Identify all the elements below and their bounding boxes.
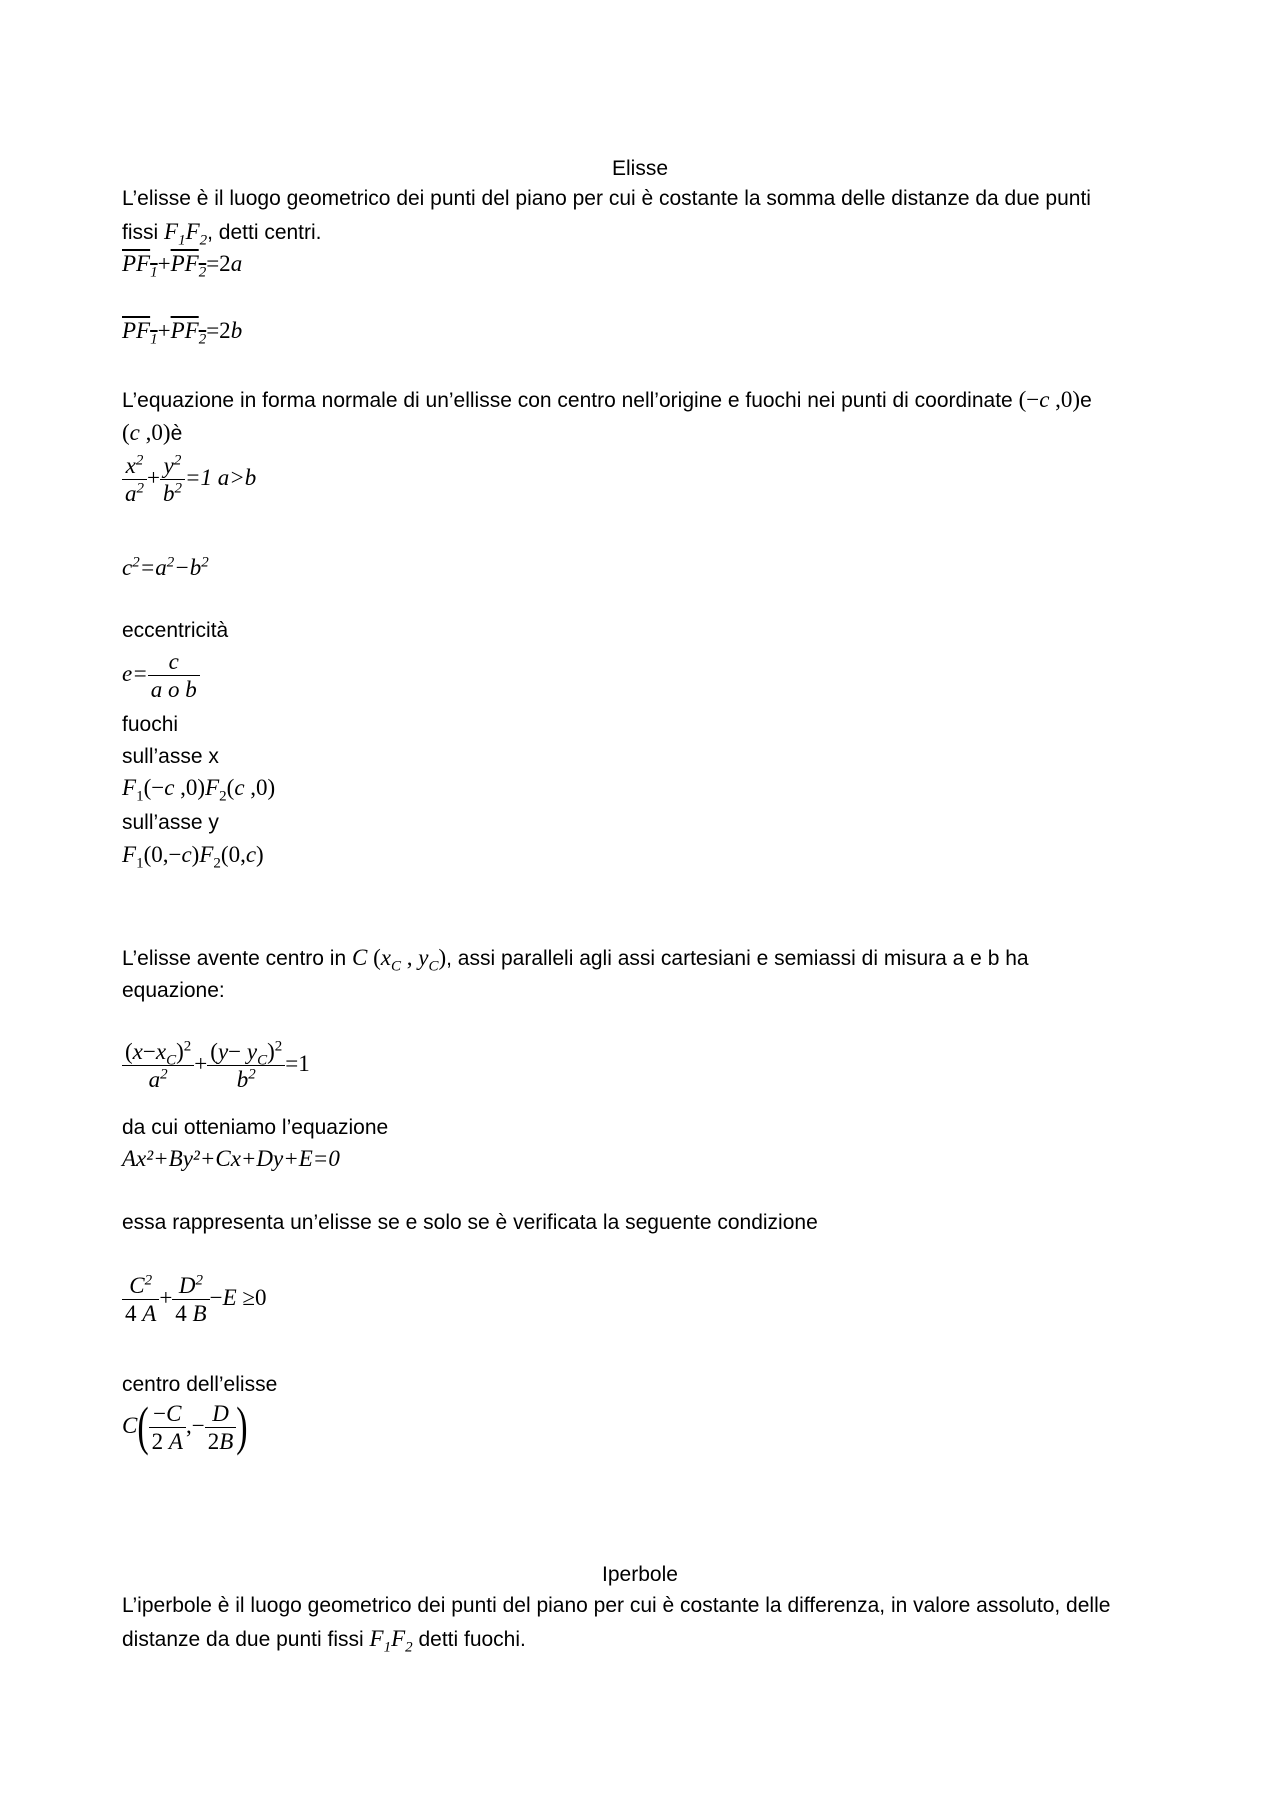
definition-detti-centri: , detti centri. (207, 221, 322, 244)
eccentricity-label: eccentricità (122, 619, 229, 642)
formula-general-equation: Ax²+By²+Cx+Dy+E=0 (122, 1146, 340, 1171)
formula-ellipse-normal: $\frac{x^2}{a^2}$ + $\frac{y^2}{b^2}$ =1 a>b (122, 454, 256, 505)
iperbole-def-b: detti fuochi. (412, 1628, 526, 1651)
formula-eccentricity: e= $\frac{c}{\text{a o b}}$ (122, 650, 200, 701)
formula-foci-y: $F_1(0,-c)F_2(0,c)$ (122, 842, 264, 872)
ellisse-definition-line2 (122, 215, 322, 249)
formula-sum-2a: $PF_1+PF_2=2a$ (122, 251, 243, 281)
asse-y-label: sull’asse y (122, 811, 219, 834)
formula-foci-x: $F_1(-c$ $,0)F_2(c$ ,0) (122, 775, 276, 805)
center-intro-line2: equazione: (122, 979, 225, 1002)
normal-form-e: e (1080, 389, 1092, 412)
iperbole-def-a: distanze da due punti fissi (122, 1628, 370, 1651)
formula-condition: $\frac{C^2}{4 A}$ + $\frac{D^2}{4 B}$ −E ≥0 (122, 1274, 267, 1325)
center-intro-line1 (122, 941, 1029, 975)
section-title-iperbole: Iperbole (602, 1563, 678, 1586)
center-intro-b: , assi paralleli agli assi cartesiani e semiassi di misura a e b ha (446, 947, 1029, 970)
point-c-0: (c ,0) (122, 420, 171, 445)
normal-form-text-line2 (122, 416, 182, 450)
foci-f1f2: $F_1F_2$ (164, 219, 208, 249)
definition-fissi: fissi (122, 221, 164, 244)
fuochi-label: fuochi (122, 713, 179, 736)
formula-center: C( $\frac{-C}{2 A}$ ,− $\frac{D}{2B}$ ) (122, 1397, 248, 1457)
ellisse-definition-line1: L’elisse è il luogo geometrico dei punti del piano per cui è costante la somma delle distanze da due punti (122, 187, 1091, 210)
asse-x-label: sull’asse x (122, 745, 219, 768)
iperbole-foci-f1f2: $F_1F_2$ (369, 1626, 413, 1656)
center-intro-a: L’elisse avente centro in (122, 947, 352, 970)
center-point: C ($x_C$ , $y_C$) (351, 945, 447, 975)
iperbole-definition-line1: L’iperbole è il luogo geometrico dei punti del piano per cui è costante la differenza, in valore assoluto, delle (122, 1594, 1111, 1617)
iperbole-definition-line2 (122, 1622, 526, 1656)
normal-form-text: L’equazione in forma normale di un’ellisse con centro nell’origine e fuochi nei punti di coordinate (122, 389, 1019, 412)
condition-text: essa rappresenta un’elisse se e solo se è verificata la seguente condizione (122, 1211, 818, 1234)
normal-form-e-accent: è (170, 422, 183, 445)
center-label: centro dell’elisse (122, 1373, 278, 1396)
formula-sum-2b: $PF_1+PF_2=2b$ (122, 318, 243, 348)
normal-form-text-line1 (122, 383, 1092, 417)
section-title-elisse: Elisse (611, 157, 669, 180)
point-minus-c-0: (−c ,0) (1018, 387, 1081, 412)
from-which-text: da cui otteniamo l’equazione (122, 1116, 389, 1139)
formula-translated-ellipse: $\frac{(x-x_C)^2}{a^2}$ + $\frac{(y- y_C)^2}{b^2}$ =1 (122, 1040, 310, 1091)
formula-c-squared: $c^2=a^2-b^2$ (122, 554, 209, 580)
